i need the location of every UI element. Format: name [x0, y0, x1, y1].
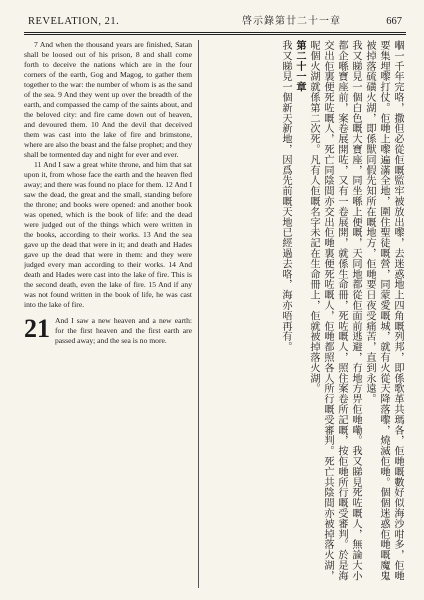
chinese-text-1: 嗰一千年完咯，撒但必從佢嘅監牢被放出嚟，去迷惑地上四角嘅列邦，即係歌革共瑪各，佢哋嘅數好似海沙咁多，佢哋要集埋嚟打仗。佢哋上嚟遍滿全地，圍住聖徒嘅營，同蒙愛嘅城，就有火從天降落嚟，燒滅佢哋。個個迷惑佢哋嘅魔鬼被掉落硫磺火湖，即係獸同假先知所在嘅地方，佢哋要日夜受痛苦，直到永遠。: [364, 40, 403, 581]
english-paragraph-1: 7 And when the thousand years are finished, Satan shall be loosed out of his prison, 8 and shall come forth to deceive the nations which are in the four corners of the earth, Gog and Magog, to gather them together to the war: the number of whom is as the sand of the sea. 9 And they went up over the breadth of the earth, and compassed the camp of the saints about, and the beloved city: and fire came down out of heaven, and devoured them. 10 And the devil that deceived them was cast into the lake of fire and brimstone, where are also the beast and the false prophet; and they shall be tormented day and night for ever and ever.: [24, 40, 192, 159]
chapter-number: 21: [24, 314, 50, 343]
english-paragraph-2: 11 And I saw a great white throne, and him that sat upon it, from whose face the earth and the heaven fled away; and there was found no place for them. 12 And I saw the dead, the great and the small, standing before the throne; and books were opened: and another book was opened, which is the book of life: and the dead were judged out of the things which were written in the books, according to their works. 13 And the sea gave up the dead that were in it; and death and Hades gave up the dead that were in them: and they were judged every man according to their works. 14 And death and Hades were cast into the lake of fire. This is the second death, even the lake of fire. 15 And if any was not found written in the book of life, he was cast into the lake of fire.: [24, 160, 192, 309]
page-header: [24, 14, 406, 30]
column-divider: [198, 40, 199, 588]
book-title: REVELATION, 21.: [28, 16, 120, 27]
chinese-text-3: 我又睇見一個新天新地，因爲先前嘅天地已經過去咯，海亦唔再有。: [280, 40, 291, 352]
chapter-21-start: [24, 316, 192, 346]
chinese-book-title: 啓示錄第廿二十一章: [242, 16, 341, 27]
chinese-text-2: 我又睇見一個白色嘅大寶座，同坐喺上便嘅，天同地都從佢面前逃避，冇地方畀佢哋嘞。我又睇見死咗嘅人，無論大小都企喺寶座前，案卷展開咗，又有一卷展開，就係生命冊，死咗嘅人，照住案卷所記嘅，按佢哋所行嘅受審判。於是海交出佢裏便死咗嘅人，死亡同陰間亦交出佢哋裏便死咗嘅人，佢哋都照各人所行嘅受審判。死亡共陰間亦被掉落火湖，呢個火湖就係第二次死。凡有人佢嘅名字未記在生命冊上，佢就被掉落火湖。: [308, 40, 361, 581]
page-number: 667: [386, 16, 402, 27]
english-column: [24, 40, 192, 588]
header-rule-top: [24, 32, 406, 33]
chinese-chapter-heading: 第二十一章: [294, 40, 305, 92]
chapter-21-verse-1: And I saw a new heaven and a new earth: for the first heaven and the first earth are passed away; and the sea is no more.: [55, 316, 192, 345]
header-rule-bottom: [24, 34, 406, 35]
chinese-column: [204, 40, 404, 588]
